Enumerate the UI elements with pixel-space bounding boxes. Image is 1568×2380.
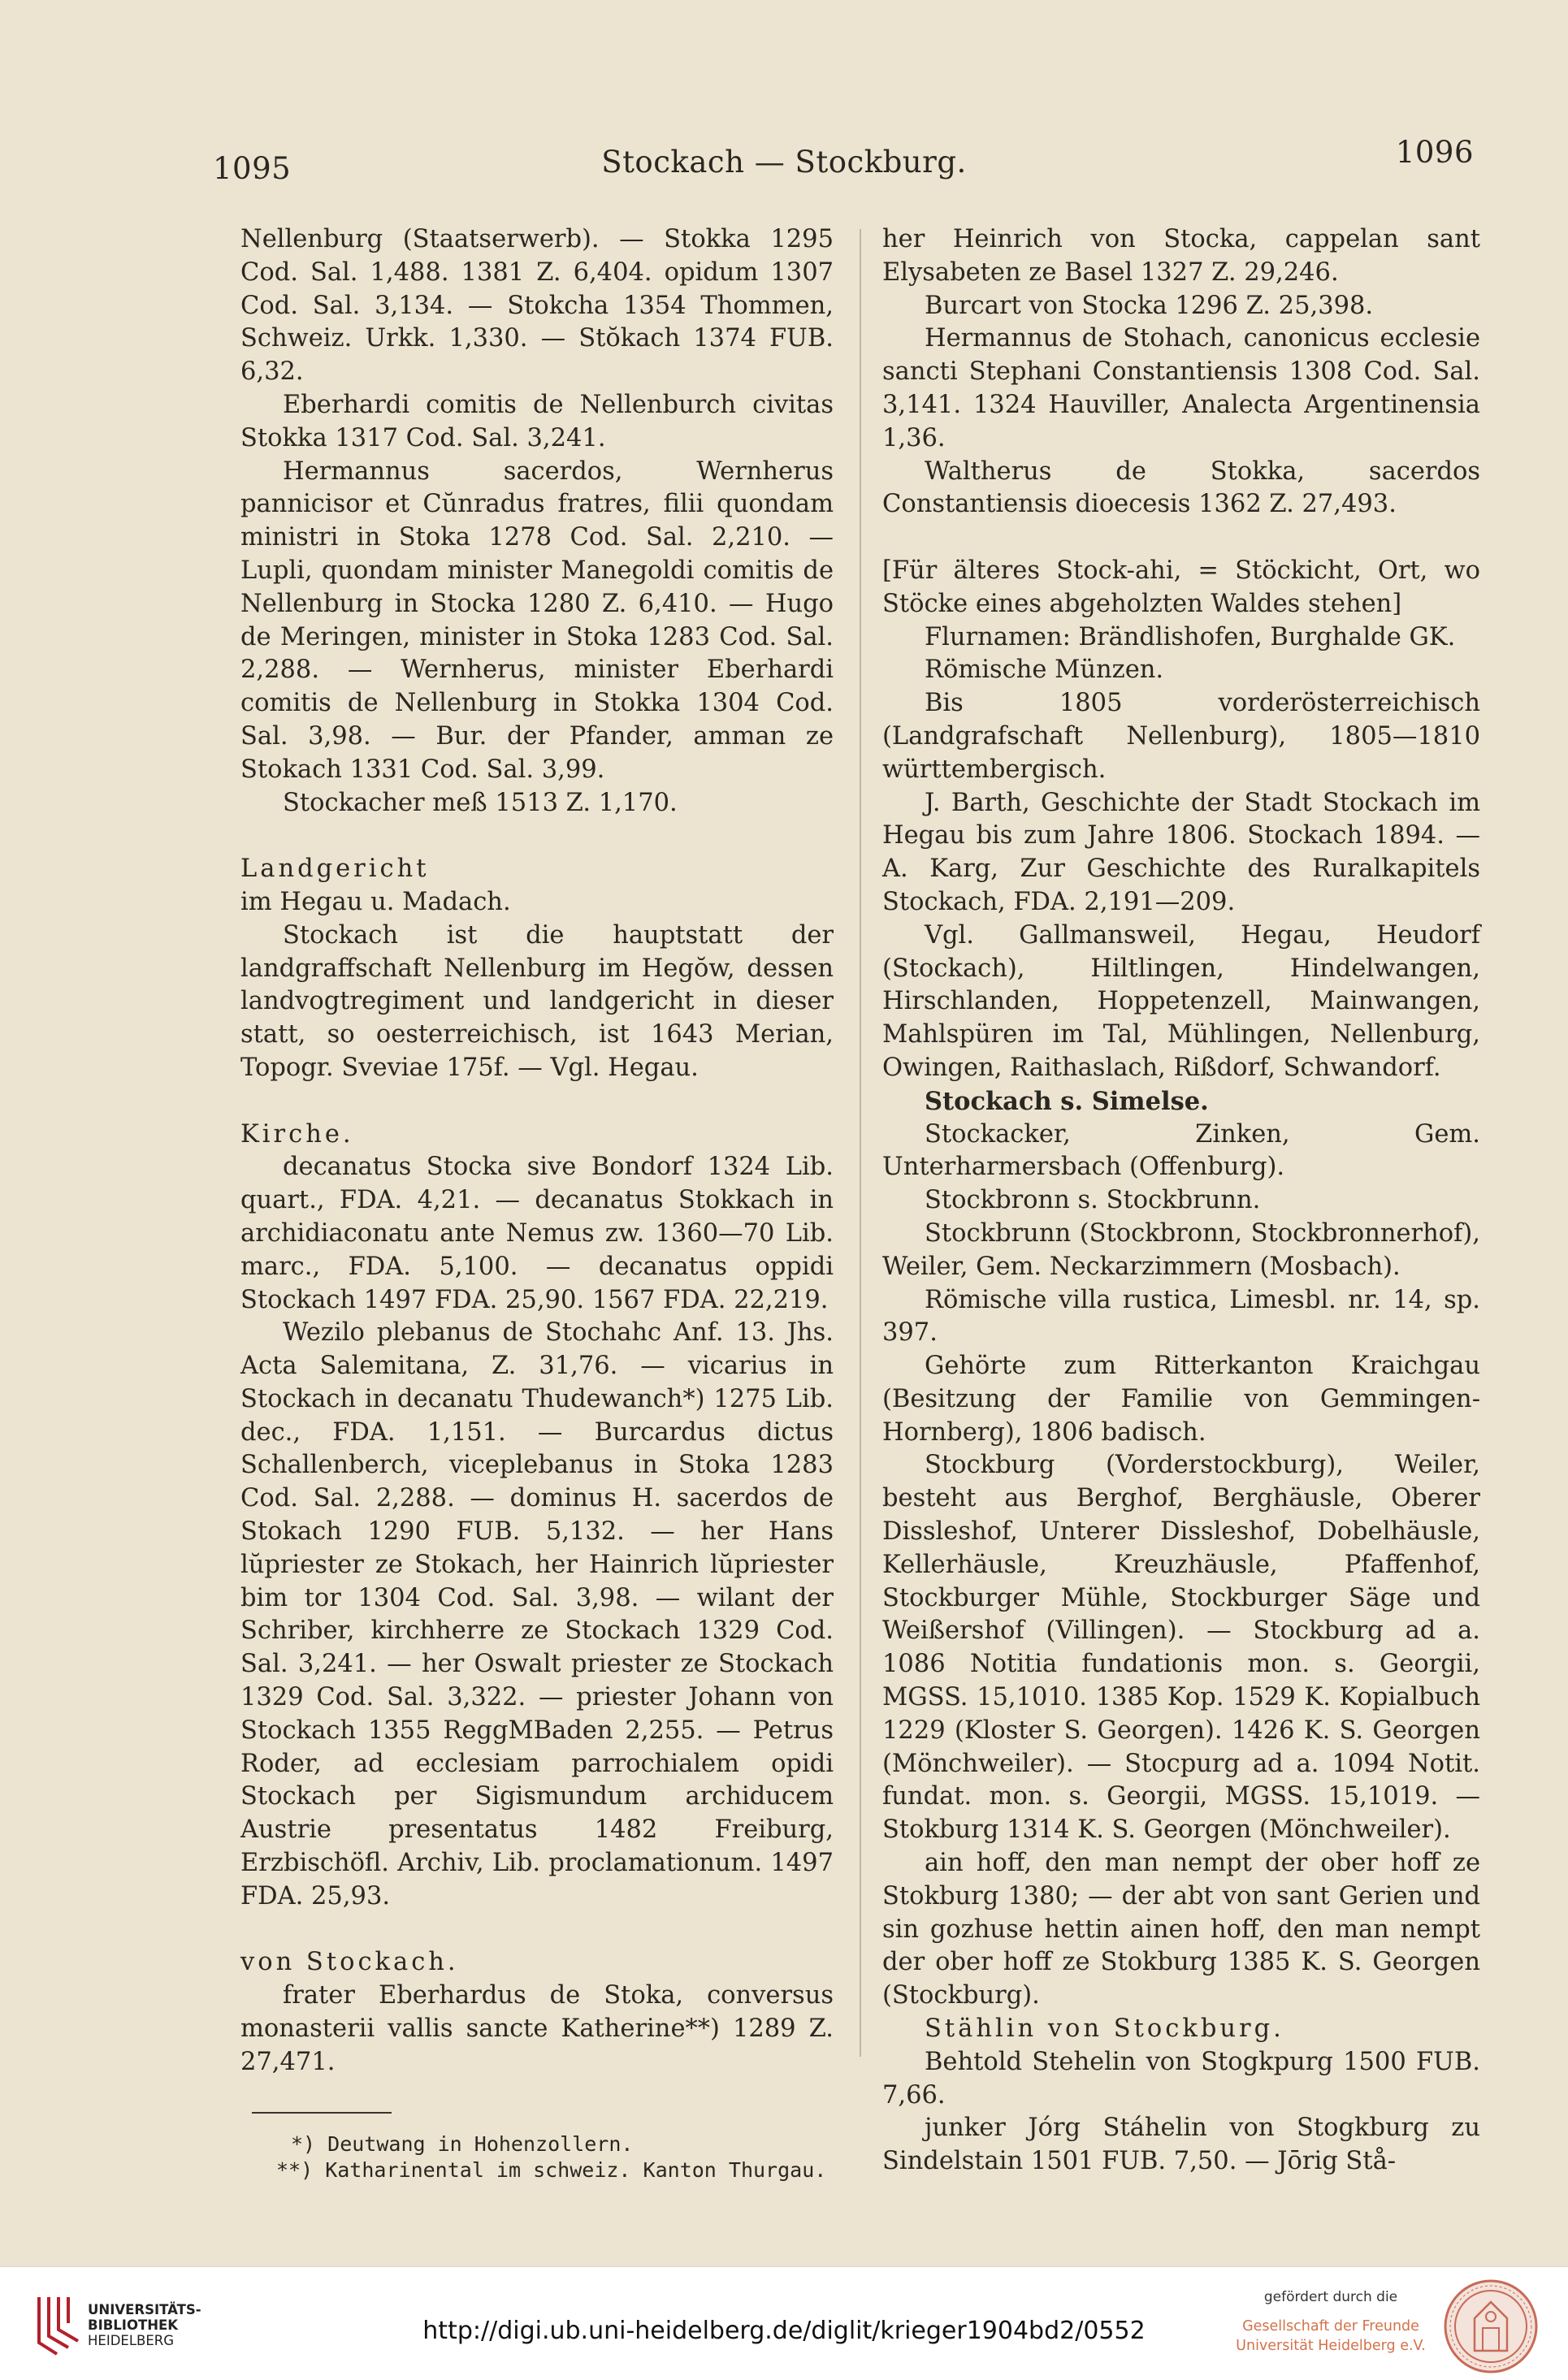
sponsor-name [1225, 2317, 1436, 2356]
paragraph: Vgl. Gallmansweil, Hegau, Heudorf (Stockach), Hiltlingen, Hindelwangen, Hirschlanden, Hoppetenzell, Mainwangen, Mahlspüren im Tal, Mühlingen, Nellenburg, Owingen, Raithaslach, Rißdorf, Schwandorf. [882, 920, 1480, 1082]
page-number-left: 1095 [213, 151, 292, 186]
paragraph: junker Jórg Stáhelin von Stogkburg zu Sindelstain 1501 FUB. 7,50. — Jōrig Stå- [882, 2114, 1480, 2176]
left-column [240, 223, 834, 2183]
entry: Stockbrunn (Stockbronn, Stockbronnerhof), Weiler, Gem. Neckarzimmern (Mosbach). [882, 1218, 1480, 1281]
paragraph: Römische Münzen. [925, 656, 1164, 685]
entry: Stockburg (Vorderstockburg), Weiler, besteht aus Berghof, Berghäusle, Oberer Dissleshof, Unterer Dissleshof, Dobelhäusle, Kellerhäusle, Kreuzhäusle, Pfaffenhof, Stockburger Mühle, Stockburger Säge und Weißershof (Villingen). — Stockburg ad a. 1086 Notitia fundationis mon. s. Georgii, MGSS. 15,1010. 1385 Kop. 1529 K. Kopialbuch 1229 (Kloster S. Georgen). 1426 K. S. Georgen (Mönchweiler). — Stocpurg ad a. 1094 Notit. fundat. mon. s. Georgii, MGSS. 15,1019. — Stokburg 1314 K. S. Georgen (Mönchweiler). [882, 1451, 1480, 1845]
paragraph: Eberhardi comitis de Nellenburch civitas Stokka 1317 Cod. Sal. 3,241. [240, 390, 834, 452]
paragraph: Stockach ist die hauptstatt der landgraffschaft Nellenburg im Hegŏw, dessen landvogtregiment und landgericht in dieser statt, so oesterreichisch, ist 1643 Merian, Topogr. Sveviae 175f. — Vgl. Hegau. [240, 920, 834, 1082]
paragraph: decanatus Stocka sive Bondorf 1324 Lib. quart., FDA. 4,21. — decanatus Stokkach in archidiaconatu ante Nemus zw. 1360—70 Lib. marc., FDA. 5,100. — decanatus oppidi Stockach 1497 FDA. 25,90. 1567 FDA. 22,219. [240, 1153, 834, 1314]
paragraph: her Heinrich von Stocka, cappelan sant Elysabeten ze Basel 1327 Z. 29,246. [882, 225, 1480, 287]
footnote: *) Deutwang in Hohenzollern. [291, 2131, 634, 2156]
paragraph: Flurnamen: Brändlishofen, Burghalde GK. [925, 622, 1456, 651]
paragraph: ain hoff, den man nempt der ober hoff ze Stokburg 1380; — der abt von sant Gerien und sin gozhuse hettin ainen hoff, den man nempt der ober hoff ze Stokburg 1385 K. S. Georgen (Stockburg). [882, 1849, 1480, 2010]
paragraph: Römische villa rustica, Limesbl. nr. 14, sp. 397. [882, 1285, 1480, 1348]
paragraph: Stockacher meß 1513 Z. 1,170. [283, 788, 678, 817]
section-heading: Kirche. [240, 1119, 354, 1149]
page-number-right: 1096 [1395, 135, 1474, 170]
column-divider [860, 229, 861, 2057]
paragraph: Gehörte zum Ritterkanton Kraichgau (Besitzung der Familie von Gemmingen-Hornberg), 1806 badisch. [882, 1352, 1480, 1447]
section-heading: Stählin von Stockburg. [925, 2014, 1284, 2044]
paragraph: Nellenburg (Staatserwerb). — Stokka 1295 Cod. Sal. 1,488. 1381 Z. 6,404. opidum 1307 Cod. Sal. 3,134. — Stokcha 1354 Thommen, Schweiz. Urkk. 1,330. — Stŏkach 1374 FUB. 6,32. [240, 225, 834, 387]
section-heading: Landgericht [240, 855, 430, 884]
paragraph: Hermannus de Stohach, canonicus ecclesie sancti Stephani Constantiensis 1308 Cod. Sal. 3,141. 1324 Hauviller, Analecta Argentinensia 1,36. [882, 324, 1480, 452]
paragraph: Bis 1805 vorderösterreichisch (Landgrafschaft Nellenburg), 1805—1810 württembergisch. [882, 689, 1480, 784]
paragraph: frater Eberhardus de Stoka, conversus monasterii vallis sancte Katherine**) 1289 Z. 27,471. [240, 1981, 834, 2076]
paragraph: Burcart von Stocka 1296 Z. 25,398. [925, 291, 1374, 320]
paragraph: Hermannus sacerdos, Wernherus pannicisor et Cŭnradus fratres, filii quondam ministri in Stoka 1278 Cod. Sal. 2,210. — Lupli, quondam minister Manegoldi comitis de Nellenburg in Stocka 1280 Z. 6,410. — Hugo de Meringen, minister in Stoka 1283 Cod. Sal. 2,288. — Wernherus, minister Eberhardi comitis de Nellenburg in Stokka 1304 Cod. Sal. 3,98. — Bur. der Pfander, amman ze Stokach 1331 Cod. Sal. 3,99. [240, 457, 834, 784]
section-subheading: im Hegau u. Madach. [240, 887, 511, 916]
right-column [882, 223, 1480, 2179]
university-seal-icon [1442, 2278, 1540, 2375]
paragraph: Behtold Stehelin von Stogkpurg 1500 FUB. 7,66. [882, 2047, 1480, 2110]
paragraph: Wezilo plebanus de Stochahc Anf. 13. Jhs. Acta Salemitana, Z. 31,76. — vicarius in Stockach in decanatu Thudewanch*) 1275 Lib. dec., FDA. 1,151. — Burcardus dictus Schallenberch, viceplebanus in Stoka 1283 Cod. Sal. 2,288. — dominus H. sacerdos de Stokach 1290 FUB. 5,132. — her Hans lŭpriester ze Stokach, her Hainrich lŭpriester bim tor 1304 Cod. Sal. 3,98. — wilant der Schriber, kirchherre ze Stockach 1329 Cod. Sal. 3,241. — her Oswalt priester ze Stockach 1329 Cod. Sal. 3,322. — priester Johann von Stockach 1355 ReggMBaden 2,255. — Petrus Roder, ad ecclesiam parrochialem opidi Stockach per Sigismundum archiducem Austrie presentatus 1482 Freiburg, Erzbischöfl. Archiv, Lib. proclamationum. 1497 FDA. 25,93. [240, 1318, 834, 1910]
library-name-line: BIBLIOTHEK [88, 2317, 179, 2333]
entry-heading: Stockach s. Simelse. [925, 1086, 1209, 1116]
paragraph: [Für älteres Stock-ahi, = Stöckicht, Ort, wo Stöcke eines abgeholzten Waldes stehen] [882, 556, 1480, 618]
footer-divider [0, 2266, 1568, 2267]
sponsor-intro: gefördert durch die [1263, 2289, 1398, 2305]
entry: Stockacker, Zinken, Gem. Unterharmersbach (Offenburg). [882, 1119, 1480, 1182]
entry: Stockbronn s. Stockbrunn. [925, 1186, 1261, 1215]
paragraph: Waltherus de Stokka, sacerdos Constantiensis dioecesis 1362 Z. 27,493. [882, 457, 1480, 519]
running-title: Stockach — Stockburg. [601, 145, 967, 180]
viewer-footer [0, 2266, 1568, 2380]
footnote-rule [252, 2112, 392, 2114]
footnote: **) Katharinental im schweiz. Kanton Thurgau. [276, 2157, 827, 2182]
paragraph: J. Barth, Geschichte der Stadt Stockach im Hegau bis zum Jahre 1806. Stockach 1894. — A. Karg, Zur Geschichte des Ruralkapitels Stockach, FDA. 2,191—209. [882, 788, 1480, 916]
library-name-line: UNIVERSITÄTS- [88, 2302, 201, 2317]
section-heading: von Stockach. [240, 1948, 459, 1977]
sponsor-name-line: Gesellschaft der Freunde [1242, 2318, 1419, 2335]
sponsor-name-line: Universität Heidelberg e.V. [1236, 2338, 1426, 2354]
library-name-line: HEIDELBERG [88, 2333, 175, 2348]
permalink-url[interactable]: http://digi.ub.uni-heidelberg.de/diglit/krieger1904bd2/0552 [422, 2317, 1146, 2345]
